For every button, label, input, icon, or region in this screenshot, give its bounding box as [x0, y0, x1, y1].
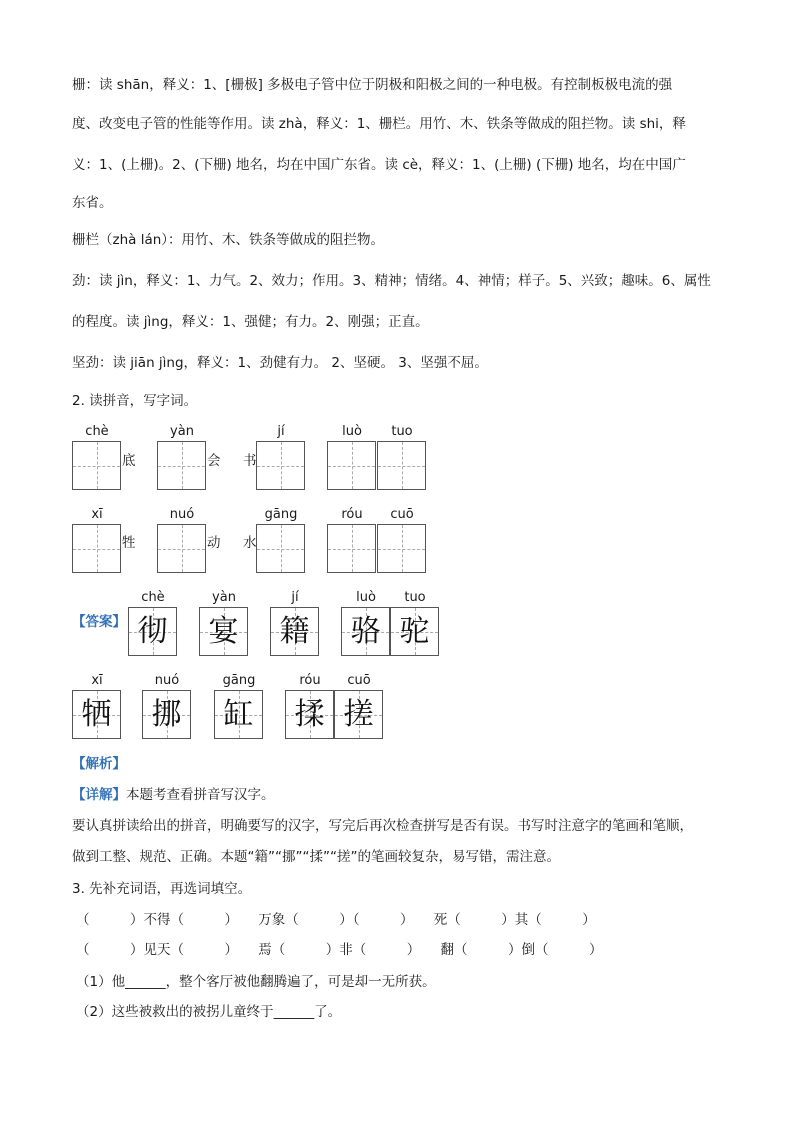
- definition-line-3: 义：1、(上栅)。2、(下栅) 地名，均在中国广东省。读 cè，释义：1、(上栅) (下栅) 地名，均在中国广: [72, 157, 686, 173]
- definition-line-4: 东省。: [72, 195, 113, 211]
- answer-box: [199, 607, 248, 656]
- pinyin: gāng: [264, 507, 298, 522]
- pinyin: luò: [356, 590, 376, 605]
- question-3-title: 3. 先补充词语，再选词填空。: [72, 881, 252, 897]
- writing-box[interactable]: [377, 524, 426, 573]
- writing-box[interactable]: [157, 524, 206, 573]
- writing-box[interactable]: [327, 441, 376, 490]
- pinyin: nuó: [169, 507, 195, 522]
- writing-box[interactable]: [157, 441, 206, 490]
- pinyin: xī: [91, 673, 103, 688]
- pinyin: chè: [141, 590, 165, 605]
- definition-line-2: 度、改变电子管的性能等作用。读 zhà，释义：1、栅栏。用竹、木、铁条等做成的阻拦物。读 shi，释: [72, 116, 686, 132]
- writing-box[interactable]: [72, 524, 121, 573]
- pinyin: chè: [85, 424, 109, 439]
- analysis-label: 【解析】: [72, 756, 126, 772]
- answer-char: 缸: [223, 697, 254, 732]
- pinyin: cuō: [347, 673, 371, 688]
- answer-box: [341, 607, 390, 656]
- word-suffix: 书: [243, 453, 257, 469]
- pinyin: róu: [341, 507, 363, 522]
- answer-box: [214, 690, 263, 739]
- fill-in-row-1: （ ）不得（ ） 万象（ ）（ ） 死（ ）其（ ）: [76, 912, 596, 928]
- answer-box: [334, 690, 383, 739]
- analysis-detail: [72, 786, 275, 804]
- answer-char: 挪: [151, 697, 182, 732]
- pinyin: cuō: [390, 507, 414, 522]
- word-suffix: 水: [243, 535, 257, 551]
- answer-box: [128, 607, 177, 656]
- pinyin: jí: [291, 590, 299, 605]
- answer-char: 揉: [294, 697, 325, 732]
- writing-box[interactable]: [377, 441, 426, 490]
- definition-line-5: 栅栏（zhà lán）：用竹、木、铁条等做成的阻拦物。: [72, 232, 385, 248]
- pinyin: luò: [342, 424, 362, 439]
- pinyin: gāng: [222, 673, 256, 688]
- pinyin: yàn: [212, 590, 236, 605]
- pinyin: yàn: [170, 424, 194, 439]
- definition-line-7: 的程度。读 jìng，释义：1、强健；有力。2、刚强；正直。: [72, 314, 429, 330]
- sentence-2: （2）这些被救出的被拐儿童终于______了。: [76, 1004, 342, 1020]
- answer-box: [285, 690, 334, 739]
- answer-char: 骆: [350, 614, 381, 649]
- answer-box: [142, 690, 191, 739]
- answer-box: [270, 607, 319, 656]
- answer-label: 【答案】: [72, 614, 126, 630]
- answer-char: 彻: [137, 614, 168, 649]
- word-suffix: 动: [207, 535, 221, 551]
- answer-char: 籍: [279, 614, 310, 649]
- pinyin: xī: [91, 507, 103, 522]
- writing-box[interactable]: [256, 524, 305, 573]
- analysis-paragraph-2: 做到工整、规范、正确。本题“籍”“挪”“揉”“搓”的笔画较复杂，易写错，需注意。: [72, 849, 560, 865]
- answer-box: [72, 690, 121, 739]
- pinyin: róu: [299, 673, 321, 688]
- definition-line-1: 栅：读 shān，释义：1、[栅极] 多极电子管中位于阴极和阳极之间的一种电极。有控制板极电流的强: [72, 77, 673, 93]
- answer-char: 宴: [208, 614, 239, 649]
- detail-label: 【详解】: [72, 787, 126, 803]
- pinyin: jí: [277, 424, 285, 439]
- sentence-1: （1）他______，整个客厅被他翻腾遍了，可是却一无所获。: [76, 974, 436, 990]
- writing-box[interactable]: [72, 441, 121, 490]
- answer-char: 牺: [81, 697, 112, 732]
- pinyin: nuó: [154, 673, 180, 688]
- definition-line-6: 劲：读 jìn，释义：1、力气。2、效力；作用。3、精神；情绪。4、神情；样子。5、兴致；趣味。6、属性: [72, 273, 711, 289]
- pinyin: tuo: [391, 424, 413, 439]
- answer-char: 驼: [399, 614, 430, 649]
- writing-box[interactable]: [256, 441, 305, 490]
- question-2-title: 2. 读拼音，写字词。: [72, 393, 198, 409]
- definition-line-8: 坚劲：读 jiān jìng，释义：1、劲健有力。 2、坚硬。 3、坚强不屈。: [72, 355, 488, 371]
- answer-box: [390, 607, 439, 656]
- pinyin: tuo: [404, 590, 426, 605]
- answer-char: 搓: [343, 697, 374, 732]
- analysis-paragraph-1: 要认真拼读给出的拼音，明确要写的汉字，写完后再次检查拼写是否有误。书写时注意字的笔画和笔顺，: [72, 818, 693, 834]
- fill-in-row-2: （ ）见天（ ） 焉（ ）非（ ） 翻（ ）倒（ ）: [76, 942, 603, 958]
- detail-text: 本题考查看拼音写汉字。: [126, 787, 275, 803]
- writing-box[interactable]: [327, 524, 376, 573]
- word-suffix: 会: [207, 453, 221, 469]
- word-suffix: 底: [122, 453, 136, 469]
- word-suffix: 牲: [122, 535, 136, 551]
